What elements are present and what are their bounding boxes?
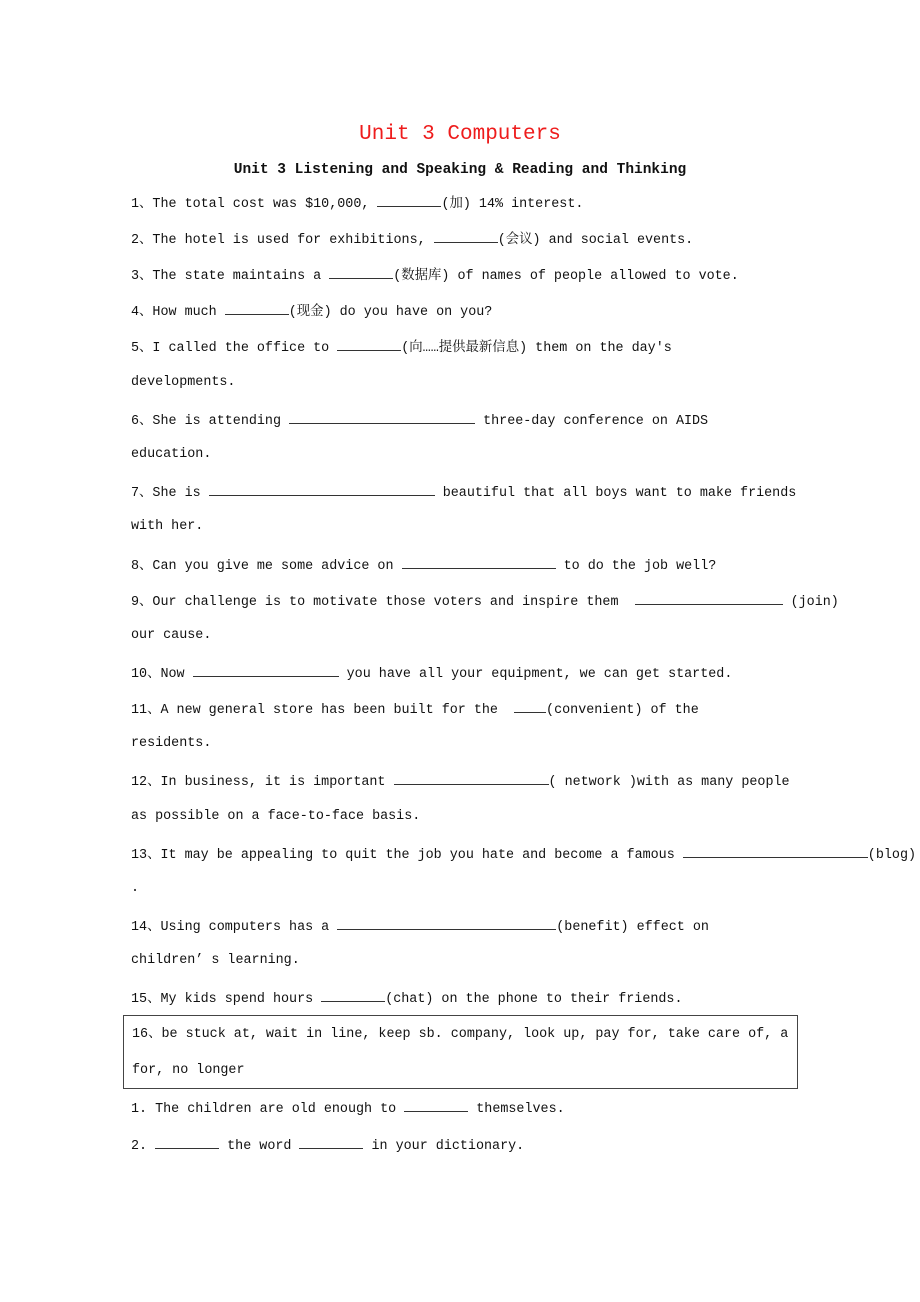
question-text: (join) (782, 595, 839, 610)
question-text: (convenient) of the (546, 703, 699, 718)
question-text: beautiful that all boys want to make friends (434, 486, 797, 501)
question-text: in your dictionary. (363, 1139, 525, 1154)
answer-blank[interactable] (337, 916, 556, 930)
question-text: 1. The children are old enough to (131, 1102, 405, 1117)
question-1 (131, 193, 583, 214)
question-14-cont: children’ s learning. (131, 953, 300, 968)
answer-blank[interactable] (289, 410, 475, 424)
question-5-cont: developments. (131, 375, 236, 390)
question-13 (131, 844, 916, 865)
answer-blank[interactable] (329, 265, 393, 279)
question-2 (131, 229, 693, 250)
page-subtitle: Unit 3 Listening and Speaking & Reading and Thinking (233, 162, 687, 178)
question-9 (131, 591, 839, 612)
question-text: to do the job well? (555, 559, 717, 574)
question-6-cont: education. (131, 447, 212, 462)
question-13-cont: . (131, 881, 140, 896)
answer-blank[interactable] (402, 555, 556, 569)
page-title: Unit 3 Computers (359, 123, 561, 146)
question-text: 9、Our challenge is to motivate those voters and inspire them (131, 595, 635, 610)
question-text: themselves. (468, 1102, 565, 1117)
question-9-cont: our cause. (131, 628, 212, 643)
answer-blank[interactable] (514, 699, 546, 713)
question-text: (会议) and social events. (497, 233, 694, 248)
question-12-cont: as possible on a face-to-face basis. (131, 809, 421, 824)
question-8 (131, 555, 716, 576)
question-6 (131, 410, 708, 431)
question-text: (blog) (867, 848, 917, 863)
question-12 (131, 771, 790, 792)
question-text: 2、The hotel is used for exhibitions, (131, 233, 434, 248)
question-text: 2. (131, 1139, 156, 1154)
answer-blank[interactable] (225, 301, 289, 315)
question-11-cont: residents. (131, 736, 212, 751)
phrase-bank-line-1: 16、be stuck at, wait in line, keep sb. company, look up, pay for, take care of, a (132, 1027, 789, 1042)
question-text: (向……提供最新信息) them on the day's (401, 341, 672, 356)
answer-blank[interactable] (683, 844, 868, 858)
question-14 (131, 916, 709, 937)
question-text: (加) 14% interest. (441, 197, 584, 212)
question-text: (现金) do you have on you? (288, 305, 493, 320)
answer-blank[interactable] (155, 1135, 219, 1149)
question-5 (131, 337, 672, 358)
phrase-question-1 (131, 1098, 565, 1119)
question-text: 3、The state maintains a (131, 269, 330, 284)
question-4 (131, 301, 492, 322)
answer-blank[interactable] (321, 988, 385, 1002)
question-text: ( network )with as many people (548, 775, 790, 790)
answer-blank[interactable] (337, 337, 401, 351)
question-text: 11、A new general store has been built for the (131, 703, 515, 718)
question-text: 15、My kids spend hours (131, 992, 322, 1007)
question-text: (数据库) of names of people allowed to vote. (393, 269, 739, 284)
question-text: 1、The total cost was $10,000, (131, 197, 378, 212)
question-text: 12、In business, it is important (131, 775, 394, 790)
answer-blank[interactable] (299, 1135, 363, 1149)
question-7 (131, 482, 796, 503)
question-text: you have all your equipment, we can get started. (338, 667, 733, 682)
answer-blank[interactable] (193, 663, 339, 677)
answer-blank[interactable] (434, 229, 498, 243)
phrase-bank-line-2: for, no longer (132, 1063, 245, 1078)
question-text: the word (219, 1139, 300, 1154)
question-text: (benefit) effect on (556, 920, 709, 935)
question-text: 5、I called the office to (131, 341, 338, 356)
question-7-cont: with her. (131, 519, 204, 534)
question-text: 8、Can you give me some advice on (131, 559, 402, 574)
question-text: 13、It may be appealing to quit the job you hate and become a famous (131, 848, 683, 863)
answer-blank[interactable] (404, 1098, 468, 1112)
answer-blank[interactable] (394, 771, 549, 785)
question-text: 4、How much (131, 305, 225, 320)
question-3 (131, 265, 739, 286)
question-text: three-day conference on AIDS (475, 414, 709, 429)
question-15 (131, 988, 683, 1009)
question-text: 7、She is (131, 486, 209, 501)
question-11 (131, 699, 699, 720)
phrase-bank-box (123, 1015, 798, 1089)
answer-blank[interactable] (209, 482, 435, 496)
answer-blank[interactable] (635, 591, 783, 605)
question-10 (131, 663, 732, 684)
question-text: 10、Now (131, 667, 193, 682)
phrase-question-2 (131, 1135, 524, 1156)
question-text: 6、She is attending (131, 414, 290, 429)
question-text: (chat) on the phone to their friends. (385, 992, 683, 1007)
question-text: 14、Using computers has a (131, 920, 338, 935)
answer-blank[interactable] (377, 193, 441, 207)
